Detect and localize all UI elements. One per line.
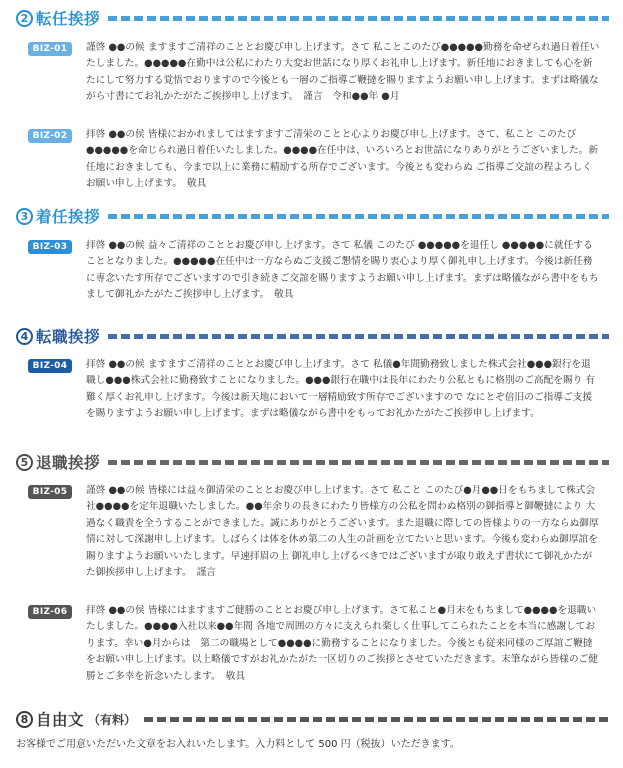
free-text-note: お客様でご用意いただいた文章をお入れいたします。入力料として 500 円（税抜）いただきます。 — [16, 739, 460, 750]
dashed-rule — [144, 717, 609, 722]
section-heading-retirement — [16, 451, 609, 473]
entry-text: 拝啓 ●●の候 益々ご清祥のこととお慶び申し上げます。さて 私儀 このたび ●●●●●を退任し ●●●●●に就任することとなりました。●●●●●在任中は一方ならぬご支援ご懇情を賜り衷心より厚く御礼申し上げます。今後は新任務に専念いたす所存でございますので引き続きご交誼を賜りますようお願い申し上げます。まずは略儀ながら書中をもちまして御礼かたがたご挨拶申し上げます。 敬具 — [86, 240, 599, 301]
code-badge: BIZ-02 — [28, 129, 72, 143]
section-title: 転任挨拶 — [36, 10, 101, 28]
section-heading-appointment — [16, 205, 609, 227]
code-badge: BIZ-04 — [28, 359, 72, 373]
section-number: 2 — [16, 10, 33, 27]
section-heading-transfer — [16, 7, 609, 29]
section-title: 着任挨拶 — [36, 208, 101, 226]
section-title: 自由文 — [36, 711, 85, 729]
dashed-rule — [108, 214, 609, 219]
code-badge: BIZ-03 — [28, 240, 72, 254]
section-number: 5 — [16, 454, 33, 471]
code-badge: BIZ-05 — [28, 485, 72, 499]
dashed-rule — [108, 334, 609, 339]
dashed-rule — [108, 16, 609, 21]
paid-label: （有料） — [88, 712, 137, 727]
section-number: 4 — [16, 328, 33, 345]
section-title: 退職挨拶 — [36, 454, 101, 472]
entry-text: 拝啓 ●●の侯 皆様にはますますご健勝のこととお慶び申し上げます。さて私こと●月末をもちまして●●●●を退職いたしました。●●●●入社以来●●年間 各地で周囲の方々に支えられ楽しく仕事してこられたことを本当に感謝しております。幸い●月からは 第二の職場として●●●●に勤務することになりました。今後とも従来同様のご厚誼ご鞭撻をお願い申し上げます。以上略儀ですがお礼かたがた一区切りのご挨拶とさせていただきます。末筆ながら皆様のご健勝とご多幸を祈念いたします。 敬具 — [86, 605, 598, 682]
entry-text: 拝啓 ●●の候 ますますご清祥のこととお慶び申し上げます。さて 私儀●年間勤務致しました株式会社●●●銀行を退職し●●●株式会社に勤務致すことになりました。●●●銀行在職中は長年にわたり公私ともに格別のご高配を賜り 有難く厚くお礼申し上げます。今後は新天地において一層精励致す所存でございますので なにとぞ倍旧のご指導ご支援を賜りますようお願い申し上げます。まずは略儀ながら書中をもってお礼かたがたご挨拶申し上げます。 — [86, 359, 596, 420]
section-number: 3 — [16, 208, 33, 225]
dashed-rule — [108, 460, 609, 465]
entry-text: 謹啓 ●●の候 皆様には益々御清栄のこととお慶び申し上げます。さて 私こと このたび●月●●日をもちまして株式会社●●●●を定年退職いたしました。●●年余りの長きにわたり皆様方の公私を問わぬ格別の御指導と御鞭撻により 大過なく職責を全うすることができました。誠にありがとうございます。また退職に際しての皆様よりの一方ならぬ御厚情に対して深謝申し上げます。しばらくは体を休め第二の人生の計画を立てたいと思います。今後も変わらぬ御厚誼を賜りますようお願いいたします。早速拝眉の上 御礼申し上げるべきではございますが取り敢えず書状にて御礼かたがた御挨拶申し上げます。 謹言 — [86, 485, 599, 579]
section-number: 8 — [16, 711, 33, 728]
code-badge: BIZ-06 — [28, 605, 72, 619]
section-heading-job-change — [16, 325, 609, 347]
section-heading-free-text — [16, 708, 609, 730]
entry-text: 拝啓 ●●の侯 皆様におかれましてはますますご清栄のことと心よりお慶び申し上げます。さて、私こと このたび●●●●●を命じられ過日着任いたしました。●●●●在任中は、いろいろとお世話になりありがとうございました。新任地におきましても、今まで以上に業務に精励する所存でございます。今後とも変わらぬ ご指導ご交誼の程よろしくお願い申し上げます。 敬具 — [86, 129, 599, 190]
section-title: 転職挨拶 — [36, 328, 101, 346]
entry-text: 謹啓 ●●の候 ますますご清祥のこととお慶び申し上げます。さて 私ことこのたび●●●●●勤務を命ぜられ過日着任いたしました。●●●●●在勤中は公私にわたり大変お世話になり厚くお礼申し上げます。新任地におきましても心を新たにして努力する覚悟でおりますので今後とも一層のご指導ご鞭撻を賜りますようお願い申し上げます。まずは略儀ながら寸書にてお礼かたがたご挨拶申し上げます。 謹言 令和●●年 ●月 — [86, 42, 600, 103]
code-badge: BIZ-01 — [28, 42, 72, 56]
